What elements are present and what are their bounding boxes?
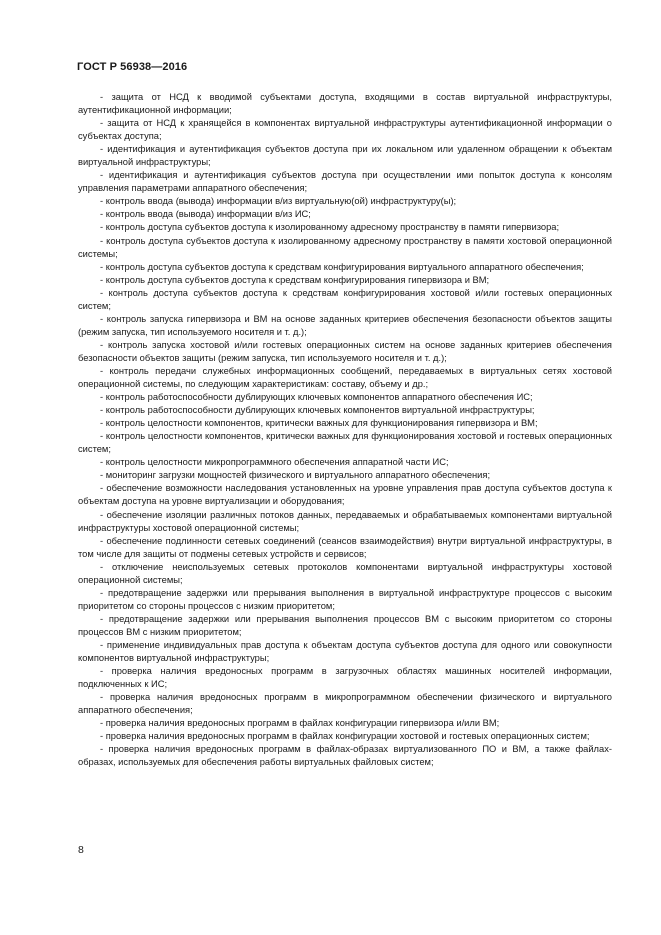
list-item: - контроль доступа субъектов доступа к изолированному адресному пространству в памяти хостовой операционной системы; [78, 235, 612, 259]
list-item: - контроль целостности компонентов, критически важных для функционирования гипервизора и ВМ; [100, 418, 538, 429]
list-item: - отключение неиспользуемых сетевых протоколов компонентами виртуальной инфраструктуры хостовой операционной системы; [78, 561, 612, 585]
list-item: - проверка наличия вредоносных программ в файлах конфигурации гипервизора и/или ВМ; [100, 718, 500, 729]
list-item: - контроль запуска хостовой и/или гостевых операционных систем на основе заданных критериев обеспечения безопасности объектов защиты (режим запуска, тип используемого носителя и т. д.); [78, 339, 612, 363]
list-item: - обеспечение изоляции различных потоков данных, передаваемых и обрабатываемых компонентами виртуальной инфраструктуры хостовой операционной системы; [78, 509, 612, 533]
list-item: - контроль доступа субъектов доступа к средствам конфигурирования хостовой и/или гостевых операционных систем; [78, 287, 612, 311]
list-item: - защита от НСД к хранящейся в компонентах виртуальной инфраструктуры аутентификационной информации о субъектах доступа; [78, 118, 612, 142]
list-item: - контроль доступа субъектов доступа к средствам конфигурирования виртуального аппаратного обеспечения; [100, 261, 584, 272]
list-item: - контроль ввода (вывода) информации в/из ИС; [100, 209, 311, 220]
list-item: - идентификация и аутентификация субъектов доступа при их локальном или удаленном обращении к объектам виртуальной инфраструктуры; [78, 144, 612, 168]
list-item: - обеспечение возможности наследования установленных на уровне управления прав доступа субъектов доступа к объектам доступа на уровне виртуализации и оборудования; [78, 483, 612, 507]
list-item: - контроль ввода (вывода) информации в/из виртуальную(ой) инфраструктуру(ы); [100, 196, 457, 207]
list-item: - применение индивидуальных прав доступа к объектам доступа субъектов доступа для одного или совокупности компонентов виртуальной инфраструктуры; [78, 639, 612, 664]
list-item: - контроль работоспособности дублирующих ключевых компонентов аппаратного обеспечения ИС; [100, 392, 533, 403]
list-item: - контроль работоспособности дублирующих ключевых компонентов виртуальной инфраструктуры; [100, 405, 535, 416]
list-item: - защита от НСД к вводимой субъектами доступа, входящими в состав виртуальной инфраструктуры, аутентификационной информации; [78, 92, 612, 116]
list-item: - контроль доступа субъектов доступа к изолированному адресному пространству в памяти гипервизора; [100, 222, 560, 233]
list-item: - контроль целостности микропрограммного обеспечения аппаратной части ИС; [100, 457, 449, 468]
list-item: - предотвращение задержки или прерывания выполнения процессов ВМ с высоким приоритетом со стороны процессов ВМ с низким приоритетом; [78, 613, 612, 637]
list-item: - проверка наличия вредоносных программ в файлах конфигурации хостовой и гостевых операционных систем; [100, 731, 590, 742]
list-item: - обеспечение подлинности сетевых соединений (сеансов взаимодействия) внутри виртуальной инфраструктуры, в том числе для защиты от подмены сетевых устройств и сервисов; [78, 535, 612, 559]
requirements-list [78, 91, 612, 769]
list-item: - идентификация и аутентификация субъектов доступа при осуществлении ими попыток доступа к консолям управления параметрами аппаратного обеспечения; [78, 170, 612, 194]
list-item: - контроль доступа субъектов доступа к средствам конфигурирования гипервизора и ВМ; [100, 274, 490, 285]
list-item: - контроль запуска гипервизора и ВМ на основе заданных критериев обеспечения безопасности объектов защиты (режим запуска, тип используемого носителя и т. д.); [78, 313, 612, 337]
list-item: - предотвращение задержки или прерывания выполнения в виртуальной инфраструктуре процессов с высоким приоритетом со стороны процессов с низким приоритетом; [78, 587, 612, 611]
list-item: - проверка наличия вредоносных программ в микропрограммном обеспечении физического и виртуального аппаратного обеспечения; [78, 692, 612, 716]
page-number: 8 [78, 844, 84, 856]
list-item: - контроль передачи служебных информационных сообщений, передаваемых в виртуальных сетях хостовой операционной системы, по следующим характеристикам: составу, объему и др.; [78, 365, 612, 390]
list-item: - проверка наличия вредоносных программ в загрузочных областях машинных носителей информации, подключенных к ИС; [78, 666, 612, 690]
list-item: - мониторинг загрузки мощностей физического и виртуального аппаратного обеспечения; [100, 470, 491, 481]
list-item: - контроль целостности компонентов, критически важных для функционирования хостовой и гостевых операционных систем; [78, 431, 612, 455]
standard-header: ГОСТ Р 56938—2016 [77, 61, 188, 73]
list-item: - проверка наличия вредоносных программ в файлах-образах виртуализованного ПО и ВМ, а также файлах-образах, используемых для обеспечения работы виртуальных файловых систем; [78, 744, 612, 768]
